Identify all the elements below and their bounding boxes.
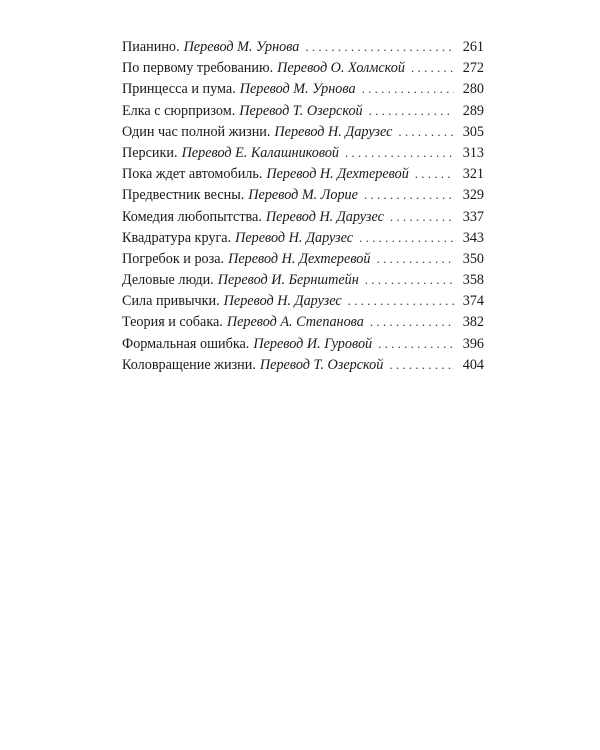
toc-entry-page: 337 bbox=[462, 208, 484, 225]
toc-entry-title: Квадратура круга. bbox=[122, 229, 232, 246]
toc-entry bbox=[122, 100, 484, 121]
dot-leader bbox=[348, 290, 454, 311]
toc-entry-title: Принцесса и пума. bbox=[122, 81, 236, 98]
toc-entry-title: Предвестник весны. bbox=[122, 187, 245, 204]
toc-entry-translator: Перевод Н. Дарузес bbox=[235, 229, 354, 246]
toc-entry-title: Персики. bbox=[122, 144, 178, 161]
toc-entry-translator: Перевод А. Степанова bbox=[226, 314, 364, 331]
toc-entry-title: Деловые люди. bbox=[122, 272, 214, 289]
dot-leader bbox=[369, 100, 454, 121]
toc-entry-title: Один час полной жизни. bbox=[122, 123, 271, 140]
toc-entry bbox=[122, 163, 484, 184]
toc-entry bbox=[122, 57, 484, 78]
dot-leader bbox=[398, 121, 454, 142]
toc-entry bbox=[122, 184, 484, 205]
toc-entry bbox=[122, 354, 484, 375]
toc-entry-page: 289 bbox=[462, 102, 484, 119]
toc-entry bbox=[122, 333, 484, 354]
toc-entry-translator: Перевод Т. Озерской bbox=[259, 356, 384, 373]
toc-entry-title: Коловращение жизни. bbox=[122, 356, 256, 373]
toc-entry-translator: Перевод Е. Калашниковой bbox=[181, 144, 340, 161]
dot-leader bbox=[376, 248, 454, 269]
dot-leader bbox=[411, 57, 454, 78]
toc-entry-title: Формальная ошибка. bbox=[122, 335, 250, 352]
toc-entry-translator: Перевод М. Урнова bbox=[239, 81, 356, 98]
toc-entry-page: 280 bbox=[462, 81, 484, 98]
toc-entry bbox=[122, 36, 484, 57]
toc-entry-translator: Перевод Н. Дехтеревой bbox=[266, 166, 409, 183]
toc-entry-translator: Перевод М. Лорие bbox=[248, 187, 358, 204]
toc-entry bbox=[122, 248, 484, 269]
toc-entry-page: 305 bbox=[462, 123, 484, 140]
toc-entry-translator: Перевод Н. Дарузес bbox=[265, 208, 384, 225]
dot-leader bbox=[362, 78, 454, 99]
toc-entry-translator: Перевод М. Урнова bbox=[183, 39, 300, 55]
dot-leader bbox=[364, 184, 454, 205]
toc-entry-page: 396 bbox=[462, 335, 484, 352]
toc-entry-page: 350 bbox=[462, 250, 484, 267]
toc-entry bbox=[122, 206, 484, 227]
toc-entry-title: Пианино. bbox=[122, 39, 180, 55]
toc-entry-translator: Перевод И. Бернштейн bbox=[217, 272, 359, 289]
toc-entry bbox=[122, 311, 484, 332]
toc-entry-page: 313 bbox=[462, 144, 484, 161]
toc-entry-title: Погребок и роза. bbox=[122, 250, 225, 267]
toc-entry-page: 374 bbox=[462, 293, 484, 310]
toc-entry-title: По первому требованию. bbox=[122, 60, 274, 77]
toc-entry-title: Пока ждет автомобиль. bbox=[122, 166, 263, 183]
toc-entry-title: Сила привычки. bbox=[122, 293, 220, 310]
toc-entry-page: 358 bbox=[462, 272, 484, 289]
toc-entry-page: 321 bbox=[462, 166, 484, 183]
toc-entry-translator: Перевод Н. Дарузес bbox=[223, 293, 342, 310]
toc-entry-page: 272 bbox=[462, 60, 484, 77]
toc-entry bbox=[122, 227, 484, 248]
dot-leader bbox=[359, 227, 454, 248]
dot-leader bbox=[370, 311, 454, 332]
dot-leader bbox=[345, 142, 454, 163]
table-of-contents bbox=[122, 36, 484, 375]
toc-entry-translator: Перевод Т. Озерской bbox=[239, 102, 363, 119]
dot-leader bbox=[415, 163, 454, 184]
toc-entry-page: 261 bbox=[462, 39, 484, 55]
dot-leader bbox=[390, 206, 454, 227]
toc-entry-title: Комедия любопытства. bbox=[122, 208, 262, 225]
toc-entry bbox=[122, 78, 484, 99]
toc-entry-translator: Перевод Н. Дарузес bbox=[274, 123, 393, 140]
toc-entry-translator: Перевод И. Гуровой bbox=[253, 335, 373, 352]
toc-entry-page: 382 bbox=[462, 314, 484, 331]
dot-leader bbox=[378, 333, 454, 354]
toc-entry-translator: Перевод Н. Дехтеревой bbox=[228, 250, 371, 267]
toc-entry bbox=[122, 290, 484, 311]
toc-entry bbox=[122, 142, 484, 163]
toc-entry bbox=[122, 121, 484, 142]
toc-entry-title: Елка с сюрпризом. bbox=[122, 102, 236, 119]
toc-entry-page: 329 bbox=[462, 187, 484, 204]
dot-leader bbox=[305, 36, 454, 57]
dot-leader bbox=[365, 269, 454, 290]
toc-entry bbox=[122, 269, 484, 290]
toc-entry-title: Теория и собака. bbox=[122, 314, 223, 331]
toc-entry-page: 404 bbox=[462, 356, 484, 373]
dot-leader bbox=[389, 354, 454, 375]
toc-entry-translator: Перевод О. Холмской bbox=[277, 60, 405, 77]
toc-entry-page: 343 bbox=[462, 229, 484, 246]
